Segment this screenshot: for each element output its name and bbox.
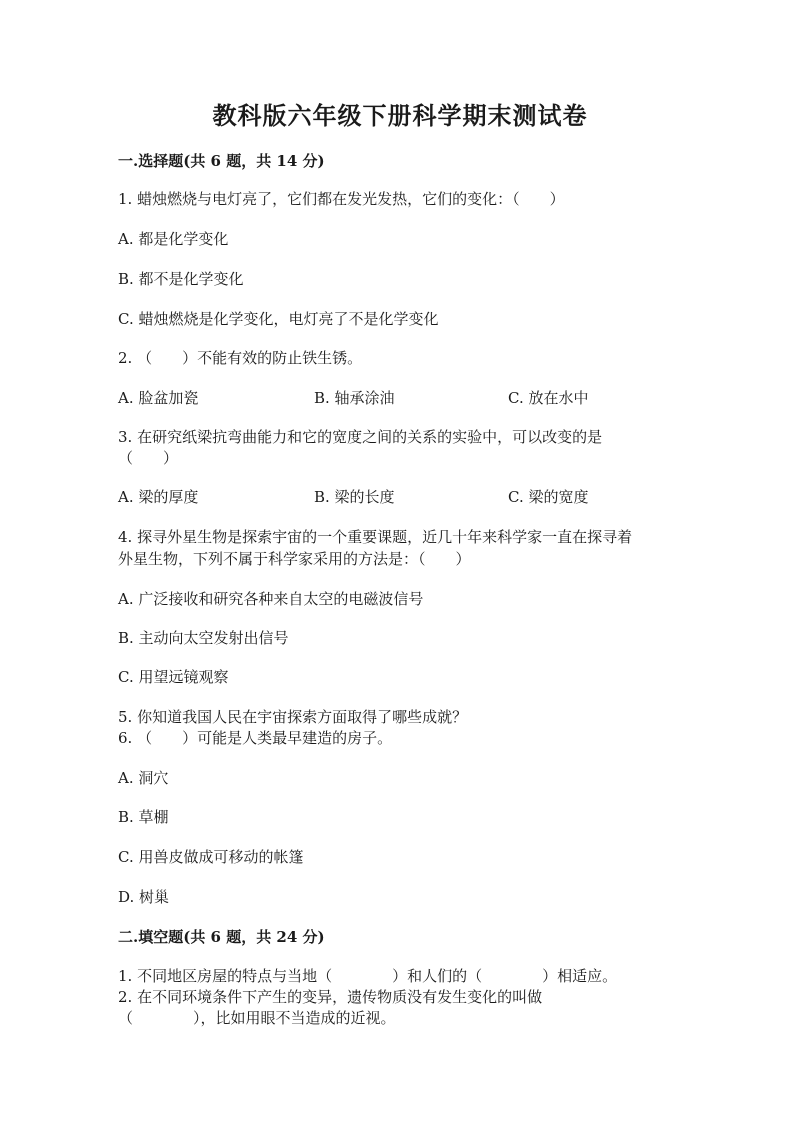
question-1-stem: 1. 蜡烛燃烧与电灯亮了，它们都在发光发热，它们的变化：（ ）: [118, 190, 565, 208]
question-6-option-c: C. 用兽皮做成可移动的帐篷: [118, 848, 304, 866]
question-3-stem-line1: 3. 在研究纸梁抗弯曲能力和它的宽度之间的关系的实验中，可以改变的是: [118, 428, 603, 446]
page-title: 教科版六年级下册科学期末测试卷: [212, 101, 588, 130]
question-6-option-d: D. 树巢: [118, 888, 170, 906]
question-2-option-a: A. 脸盆加瓷: [118, 389, 199, 407]
section-heading-fill: 二.填空题(共 6 题，共 24 分): [118, 928, 325, 946]
question-4-stem-line2: 外星生物，下列不属于科学家采用的方法是：（ ）: [118, 550, 471, 568]
question-2-option-c: C. 放在水中: [508, 389, 589, 407]
question-4-option-c: C. 用望远镜观察: [118, 668, 229, 686]
question-4-option-a: A. 广泛接收和研究各种来自太空的电磁波信号: [118, 590, 424, 608]
question-3-options: [118, 486, 718, 508]
question-1-option-c: C. 蜡烛燃烧是化学变化，电灯亮了不是化学变化: [118, 310, 439, 328]
fill-1-stem: 1. 不同地区房屋的特点与当地（ ）和人们的（ ）相适应。: [118, 967, 618, 985]
question-4-stem-line1: 4. 探寻外星生物是探索宇宙的一个重要课题，近几十年来科学家一直在探寻着: [118, 528, 633, 546]
fill-2-stem-line2: （ ），比如用眼不当造成的近视。: [118, 1009, 396, 1027]
question-3-option-c: C. 梁的宽度: [508, 488, 589, 506]
question-6-stem: 6. （ ）可能是人类最早建造的房子。: [118, 729, 393, 747]
question-2-stem: 2. （ ）不能有效的防止铁生锈。: [118, 349, 363, 367]
fill-2-stem-line1: 2. 在不同环境条件下产生的变异，遗传物质没有发生变化的叫做: [118, 988, 543, 1006]
question-3-stem-line2: （ ）: [118, 449, 179, 467]
question-3-option-a: A. 梁的厚度: [118, 488, 199, 506]
question-3-option-b: B. 梁的长度: [314, 488, 395, 506]
section-heading-choice: 一.选择题(共 6 题，共 14 分): [118, 152, 325, 170]
question-6-option-b: B. 草棚: [118, 808, 169, 826]
question-4-option-b: B. 主动向太空发射出信号: [118, 629, 289, 647]
question-5-stem: 5. 你知道我国人民在宇宙探索方面取得了哪些成就？: [118, 708, 468, 726]
question-6-option-a: A. 洞穴: [118, 769, 169, 787]
question-2-option-b: B. 轴承涂油: [314, 389, 395, 407]
question-1-option-a: A. 都是化学变化: [118, 230, 229, 248]
question-2-options: [118, 387, 718, 409]
question-1-option-b: B. 都不是化学变化: [118, 270, 244, 288]
